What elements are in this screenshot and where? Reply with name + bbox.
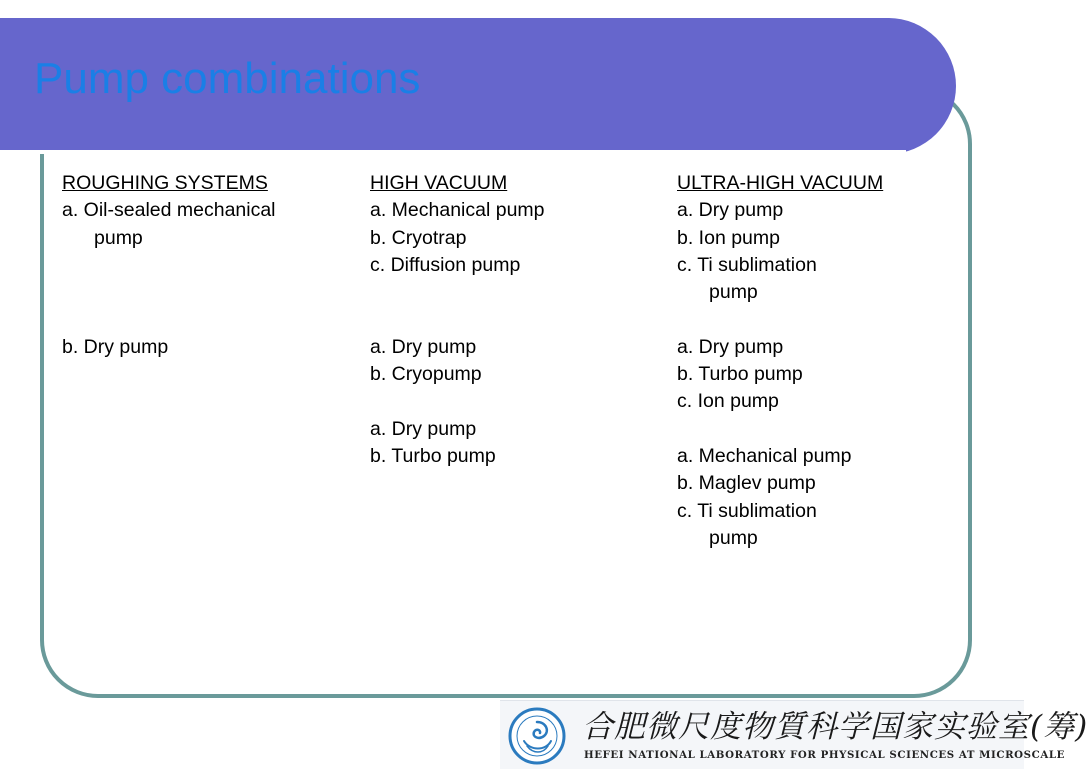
list-item: c. Ti sublimation (677, 253, 817, 276)
list-item-continuation: pump (709, 281, 758, 304)
spacer (62, 306, 362, 333)
lab-logo-banner (500, 700, 1088, 769)
spacer (677, 306, 927, 333)
slide-title: Pump combinations (34, 54, 421, 103)
list-item: a. Mechanical pump (677, 444, 852, 467)
list-item: b. Dry pump (62, 335, 169, 358)
lab-name-chinese: 合肥微尺度物質科学国家实验室(筹) (582, 709, 1088, 745)
list-item: c. Ion pump (677, 390, 779, 413)
column-ultra-high-vacuum (677, 170, 927, 552)
list-item: b. Cryotrap (370, 226, 467, 249)
list-item: b. Turbo pump (677, 363, 803, 386)
column-header: ULTRA-HIGH VACUUM (677, 172, 884, 194)
list-item: a. Mechanical pump (370, 199, 545, 222)
spacer (370, 388, 670, 415)
spacer (62, 279, 362, 306)
list-item-continuation: pump (94, 226, 143, 249)
spacer (62, 252, 362, 279)
list-item: c. Ti sublimation (677, 499, 817, 522)
column-high-vacuum (370, 170, 670, 470)
column-header: HIGH VACUUM (370, 172, 508, 194)
list-item: c. Diffusion pump (370, 253, 521, 276)
list-item: a. Dry pump (370, 335, 477, 358)
lab-seal-icon (506, 707, 568, 765)
lab-name-english: HEFEI NATIONAL LABORATORY FOR PHYSICAL SCIENCES AT MICROSCALE (584, 749, 1065, 761)
list-item: b. Ion pump (677, 226, 780, 249)
spacer (677, 416, 927, 443)
column-header: ROUGHING SYSTEMS (62, 172, 268, 194)
column-roughing-systems (62, 170, 362, 361)
spacer (370, 279, 670, 306)
list-item: a. Dry pump (677, 199, 784, 222)
title-underline-rule (0, 150, 906, 154)
list-item: a. Dry pump (677, 335, 784, 358)
list-item: a. Oil-sealed mechanical (62, 199, 276, 222)
spacer (370, 306, 670, 333)
list-item: b. Maglev pump (677, 472, 816, 495)
list-item: a. Dry pump (370, 417, 477, 440)
list-item: b. Turbo pump (370, 444, 496, 467)
list-item: b. Cryopump (370, 363, 482, 386)
list-item-continuation: pump (709, 526, 758, 549)
